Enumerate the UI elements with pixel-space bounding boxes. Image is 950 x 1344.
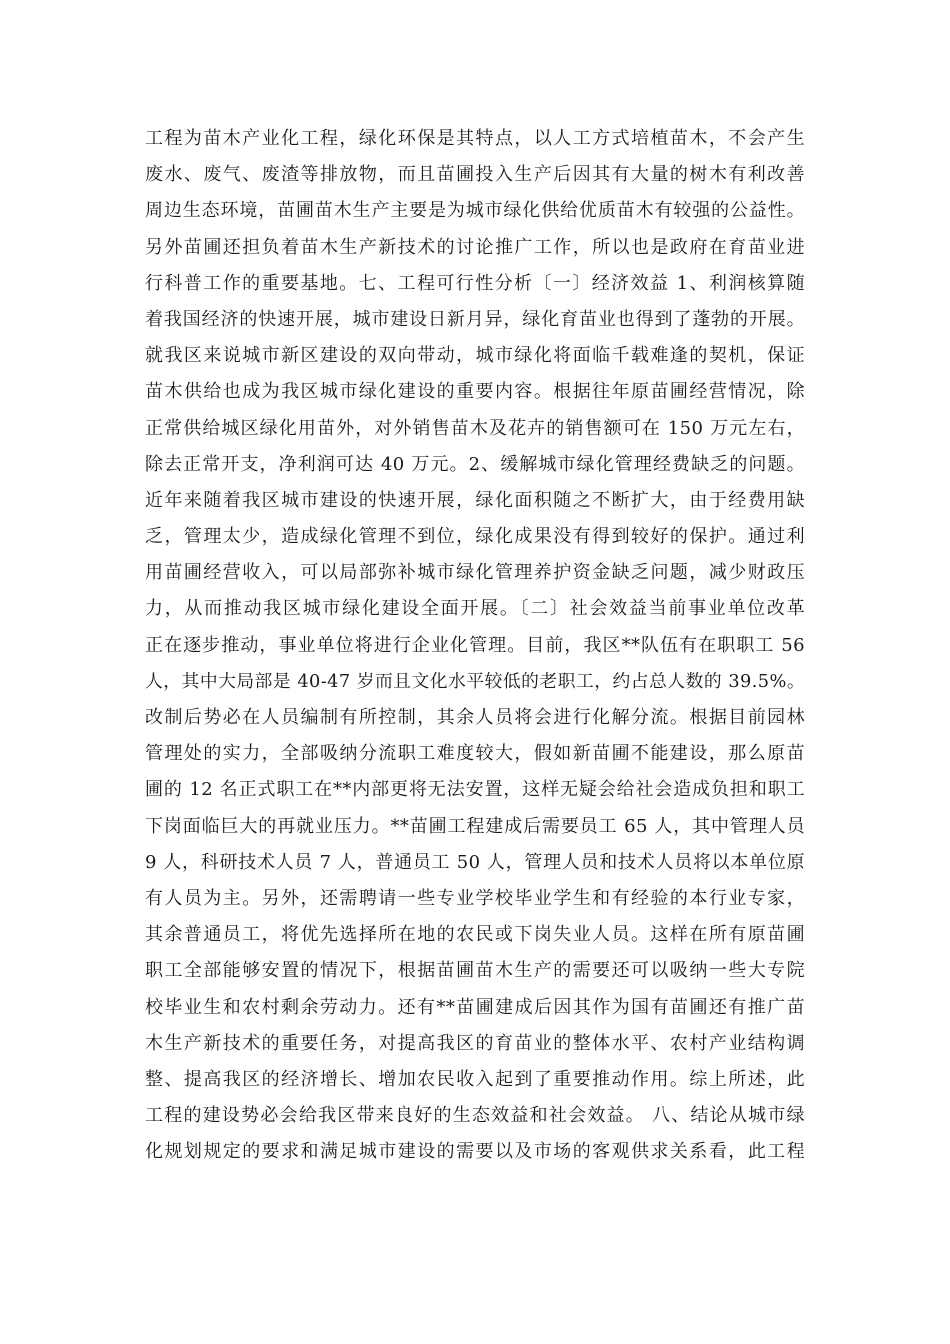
text-line-7: 就我区来说城市新区建设的双向带动，城市绿化将面临千载难逢的契机，保证 [145,345,805,367]
text-line-12: 乏，管理太少，造成绿化管理不到位，绿化成果没有得到较好的保护。通过利 [145,526,805,548]
text-line-6: 着我国经济的快速开展，城市建设日新月异，绿化育苗业也得到了蓬勃的开展。 [145,308,805,330]
text-line-27: 整、提高我区的经济增长、增加农民收入起到了重要推动作用。综上所述，此 [145,1068,805,1090]
text-line-2: 废水、废气、废渣等排放物，而且苗圃投入生产后因其有大量的树木有利改善 [145,164,805,186]
text-line-24: 职工全部能够安置的情况下，根据苗圃苗木生产的需要还可以吸纳一些大专院 [145,960,805,982]
text-line-14: 力，从而推动我区城市绿化建设全面开展。〔二〕社会效益当前事业单位改革 [145,598,805,620]
text-line-20: 下岗面临巨大的再就业压力。**苗圃工程建成后需要员工 65 人，其中管理人员 [145,815,805,837]
text-line-4: 另外苗圃还担负着苗木生产新技术的讨论推广工作，所以也是政府在育苗业进 [145,236,805,258]
text-line-5: 行科普工作的重要基地。七、工程可行性分析〔一〕经济效益 1、利润核算随 [145,272,805,294]
text-line-3: 周边生态环境，苗圃苗木生产主要是为城市绿化供给优质苗木有较强的公益性。 [145,200,805,222]
text-line-13: 用苗圃经营收入，可以局部弥补城市绿化管理养护资金缺乏问题，减少财政压 [145,562,805,584]
text-line-22: 有人员为主。另外，还需聘请一些专业学校毕业学生和有经验的本行业专家， [145,887,805,909]
text-line-16: 人，其中大局部是 40-47 岁而且文化水平较低的老职工，约占总人数的 39.5%。 [145,671,805,692]
text-line-8: 苗木供给也成为我区城市绿化建设的重要内容。根据往年原苗圃经营情况，除 [145,381,805,403]
text-line-9: 正常供给城区绿化用苗外，对外销售苗木及花卉的销售额可在 150 万元左右， [145,417,805,439]
text-line-11: 近年来随着我区城市建设的快速开展，绿化面积随之不断扩大，由于经费用缺 [145,489,805,511]
body-text [145,121,805,1170]
text-line-18: 管理处的实力，全部吸纳分流职工难度较大，假如新苗圃不能建设，那么原苗 [145,743,805,765]
text-line-25: 校毕业生和农村剩余劳动力。还有**苗圃建成后因其作为国有苗圃还有推广苗 [145,996,805,1018]
text-line-15: 正在逐步推动，事业单位将进行企业化管理。目前，我区**队伍有在职职工 56 [145,634,805,656]
text-line-23: 其余普通员工，将优先选择所在地的农民或下岗失业人员。这样在所有原苗圃 [145,924,805,946]
text-line-17: 改制后势必在人员编制有所控制，其余人员将会进行化解分流。根据目前园林 [145,707,805,728]
text-line-10: 除去正常开支，净利润可达 40 万元。2、缓解城市绿化管理经费缺乏的问题。 [145,453,805,475]
text-line-28: 工程的建设势必会给我区带来良好的生态效益和社会效益。 八、结论从城市绿 [145,1105,805,1127]
text-line-1: 工程为苗木产业化工程，绿化环保是其特点，以人工方式培植苗木，不会产生 [145,128,805,149]
text-line-19: 圃的 12 名正式职工在**内部更将无法安置，这样无疑会给社会造成负担和职工 [145,779,805,801]
text-line-29: 化规划规定的要求和满足城市建设的需要以及市场的客观供求关系看，此工程 [145,1141,805,1163]
text-line-26: 木生产新技术的重要任务，对提高我区的育苗业的整体水平、农村产业结构调 [145,1032,805,1054]
text-line-21: 9 人，科研技术人员 7 人，普通员工 50 人，管理人员和技术人员将以本单位原 [145,851,805,873]
